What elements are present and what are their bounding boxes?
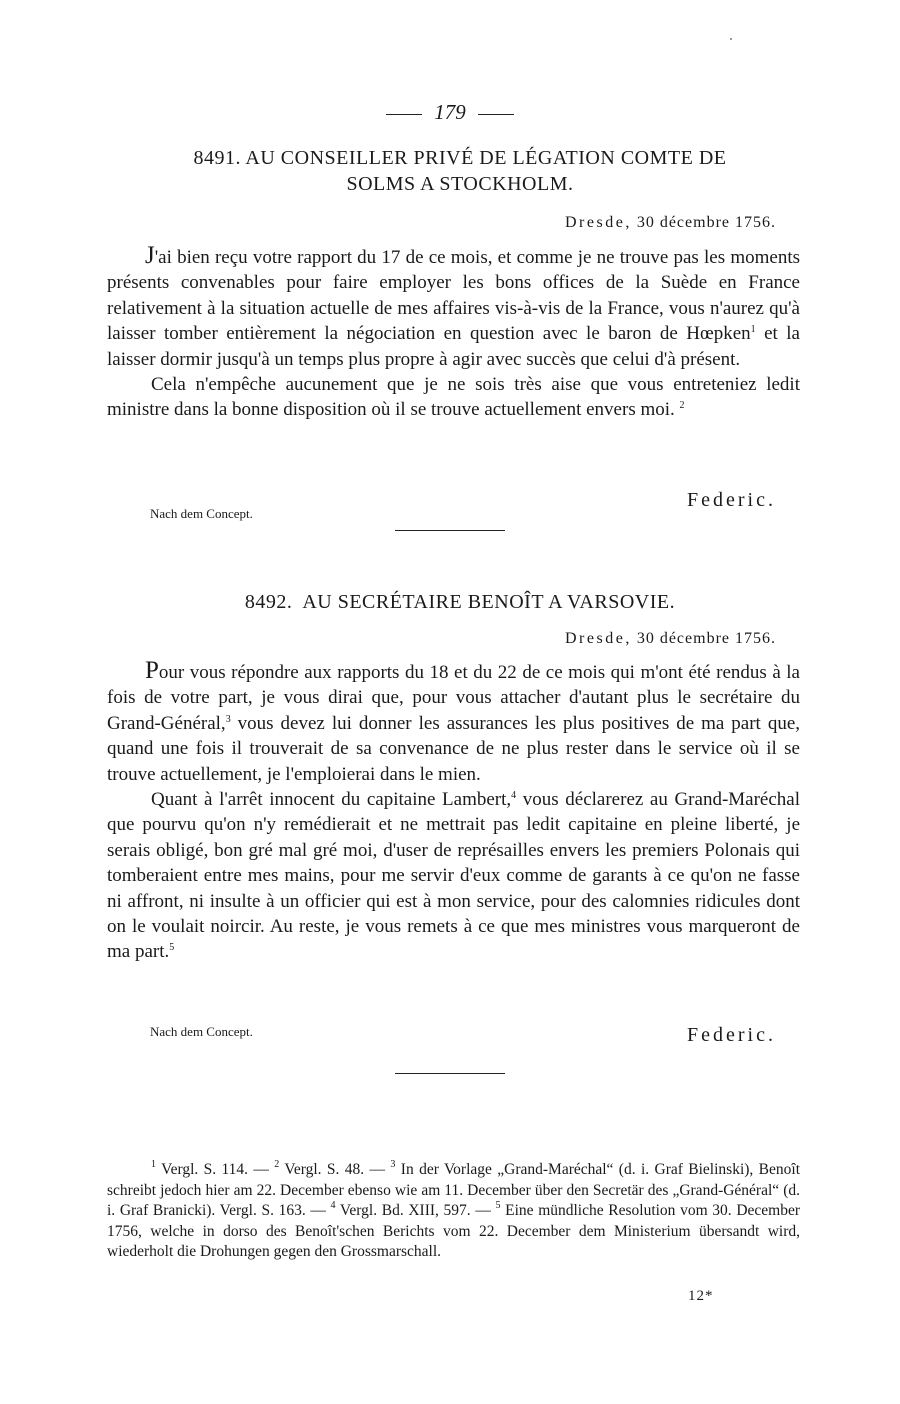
letter-8491-date: 30 décembre 1756. — [636, 214, 776, 231]
letter-8491-signature: Federic. — [687, 489, 776, 511]
letter-8492-p1-text-a: our vous répondre aux rapports du 18 et du 22 de ce mois qui m'ont été rendus à la fois de votre part, je vous dirai que, pour vous attacher d'autant plus le secrétaire du Grand-Général, — [107, 662, 800, 734]
letter-8491-title-line1 — [120, 145, 800, 171]
letter-8492-place: Dresde, — [565, 630, 632, 647]
paper-speck — [730, 38, 732, 40]
letter-8492-p2-text-a: Quant à l'arrêt innocent du capitaine Lambert, — [151, 789, 512, 811]
header-dash-right — [478, 114, 514, 115]
letter-8492-paragraph-2 — [107, 787, 800, 965]
letter-8491-dateline — [565, 214, 776, 232]
letter-8492-initial: P — [145, 657, 159, 684]
letter-8492-dateline — [565, 630, 776, 648]
footnote-1-marker: 1 — [151, 1159, 156, 1170]
page-number: 179 — [434, 100, 466, 124]
letter-8492-p1-text-b: vous devez lui donner les assurances les plus positives de ma part que, quand une fois il trouverait de sa convenance de ne plus rester dans le service où il se trouve actuellement, je l'emploierai dans le mien. — [107, 712, 800, 785]
section-divider-1 — [395, 530, 505, 531]
letter-8492-source: Nach dem Concept. — [150, 1024, 253, 1039]
header-dash-left — [386, 114, 422, 115]
letter-8492-date: 30 décembre 1756. — [636, 630, 776, 647]
printer-signature-mark: 12* — [688, 1288, 714, 1304]
footnote-ref-2: 2 — [679, 400, 685, 412]
letter-8492-p2-text-b: vous déclarerez au Grand-Maréchal que pourvu qu'on n'y remédierait et ne mettrait pas ledit capitaine en pleine liberté, je serais obligé, bon gré mal gré moi, d'user de représailles envers les premiers Polonais qui tomberaient entre mes mains, pour me servir d'eux comme de garants à ce qu'on ne fasse ni affront, ni insulte à un officier qui est à mon service, pour des calomnies ridicules dont on le voulait noircir. Au reste, je vous remets à ce que mes ministres vous marqueront de ma part. — [107, 789, 801, 963]
letter-8491-source: Nach dem Concept. — [150, 506, 253, 521]
footnote-4-text: Vergl. Bd. XIII, 597. — — [335, 1202, 496, 1219]
letter-8491-p1-text-a: 'ai bien reçu votre rapport du 17 de ce mois, et comme je ne trouve pas les moments présents convenables pour faire employer les bons offices de la Suède en France relativement à la situation actuelle de mes affaires vis-à-vis de la France, vous n'aurez qu'à laisser tomber entièrement la négociation en question avec le baron de Hœpken — [107, 247, 800, 345]
footnote-4-marker: 4 — [330, 1200, 336, 1211]
page-header — [0, 100, 900, 125]
footnote-ref-3: 3 — [225, 713, 231, 725]
letter-8492-body — [107, 658, 800, 965]
footnotes — [107, 1160, 800, 1263]
letter-8491-body — [107, 243, 800, 423]
letter-8492-number: 8492. — [244, 591, 293, 613]
letter-8492-title — [120, 589, 800, 615]
letter-8491-place: Dresde, — [565, 214, 632, 231]
letter-8491-paragraph-1 — [107, 243, 800, 372]
letter-8491-title — [120, 145, 800, 197]
letter-8491-p2-text: Cela n'empêche aucunement que je ne sois très aise que vous entreteniez ledit ministre dans la bonne disposition où il se trouve actuellement envers moi. — [107, 374, 800, 421]
section-divider-2 — [395, 1073, 505, 1074]
footnote-ref-5: 5 — [169, 942, 175, 954]
footnote-2-text: Vergl. S. 48. — — [279, 1161, 391, 1178]
footnote-5-marker: 5 — [495, 1200, 501, 1211]
letter-8491-paragraph-2 — [107, 372, 800, 423]
footnote-2-marker: 2 — [274, 1159, 280, 1170]
footnote-ref-4: 4 — [511, 790, 517, 802]
footnotes-paragraph — [107, 1160, 800, 1263]
letter-8491-title-text: AU CONSEILLER PRIVÉ DE LÉGATION COMTE DE — [245, 147, 727, 169]
letter-8491-initial: J — [145, 242, 155, 269]
footnote-3-text: In der Vorlage „Grand-Maréchal“ (d. i. Graf Bielinski), Benoît schreibt jedoch hier am 22. December ebenso wie am 11. December über den Secretär des „Grand-Général“ (d. i. Graf Branicki). Vergl. S. 163. — — [107, 1161, 800, 1219]
letter-8492-paragraph-1 — [107, 658, 800, 787]
letter-8491-number: 8491. — [193, 147, 241, 169]
footnote-1-text: Vergl. S. 114. — — [156, 1161, 275, 1178]
letter-8492-signature: Federic. — [687, 1024, 776, 1046]
footnote-ref-1: 1 — [750, 324, 756, 336]
footnote-3-marker: 3 — [390, 1159, 396, 1170]
letter-8492-title-text: AU SECRÉTAIRE BENOÎT A VARSOVIE. — [302, 591, 676, 613]
footnote-5-text: Eine mündliche Resolution vom 30. December 1756, welche in dorso des Benoît'schen Berichts vom 22. December dem Ministerium übersandt wird, wiederholt die Drohungen gegen den Grossmarschall. — [107, 1202, 800, 1260]
letter-8491-title-line2: SOLMS A STOCKHOLM. — [346, 173, 574, 195]
letter-8491-p1-text-b: et la laisser dormir jusqu'à un temps plus propre à agir avec succès que celui d'à présent. — [107, 323, 800, 370]
